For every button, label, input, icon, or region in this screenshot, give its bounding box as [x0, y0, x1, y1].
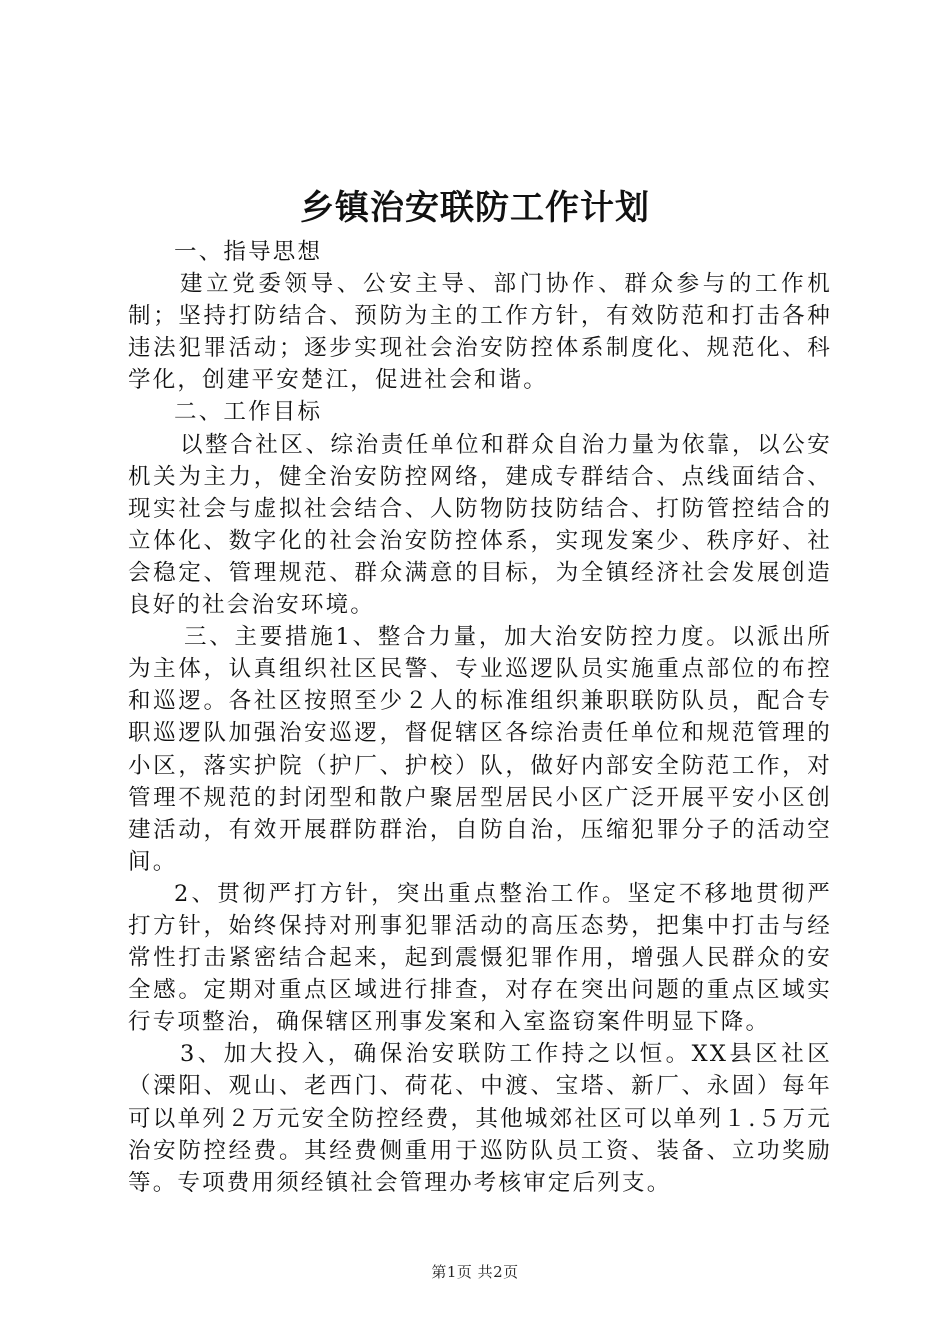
document-title: 乡镇治安联防工作计划	[300, 188, 650, 228]
paragraph-main-measures-2: 2、贯彻严打方针，突出重点整治工作。坚定不移地贯彻严打方针，始终保持对刑事犯罪活动的高压态势，把集中打击与经常性打击紧密结合起来，起到震慑犯罪作用，增强人民群众的安全感。定期对重点区域进行排查，对存在突出问题的重点区域实行专项整治，确保辖区刑事发案和入室盗窃案件明显下降。	[128, 880, 832, 1036]
page-number-footer: 第1页 共2页	[431, 1263, 519, 1281]
document-body	[128, 236, 832, 1199]
paragraph-main-measures-3: 3、加大投入，确保治安联防工作持之以恒。XX县区社区（溧阳、观山、老西门、荷花、中渡、宝塔、新厂、永固）每年可以单列２万元安全防控经费，其他城郊社区可以单列１.５万元治安防控经费。其经费侧重用于巡防队员工资、装备、立功奖励等。专项费用须经镇社会管理办考核审定后列支。	[128, 1041, 832, 1196]
paragraph-guiding-ideology: 建立党委领导、公安主导、部门协作、群众参与的工作机制；坚持打防结合、预防为主的工作方针，有效防范和打击各种违法犯罪活动；逐步实现社会治安防控体系制度化、规范化、科学化，创建平安楚江，促进社会和谐。	[128, 271, 832, 394]
section-heading-work-goals: 二、工作目标	[174, 399, 323, 426]
paragraph-work-goals: 以整合社区、综治责任单位和群众自治力量为依靠，以公安机关为主力，健全治安防控网络，建成专群结合、点线面结合、现实社会与虚拟社会结合、人防物防技防结合、打防管控结合的立体化、数字化的社会治安防控体系，实现发案少、秩序好、社会稳定、管理规范、群众满意的目标，为全镇经济社会发展创造良好的社会治安环境。	[128, 431, 832, 619]
section-heading-guiding-ideology: 一、指导思想	[174, 239, 323, 265]
paragraph-main-measures-1: 三、主要措施1、整合力量，加大治安防控力度。以派出所为主体，认真组织社区民警、专业巡逻队员实施重点部位的布控和巡逻。各社区按照至少２人的标准组织兼职联防队员，配合专职巡逻队加强治安巡逻，督促辖区各综治责任单位和规范管理的小区，落实护院（护厂、护校）队，做好内部安全防范工作，对管理不规范的封闭型和散户聚居型居民小区广泛开展平安小区创建活动，有效开展群防群治，自防自治，压缩犯罪分子的活动空间。	[128, 624, 832, 875]
